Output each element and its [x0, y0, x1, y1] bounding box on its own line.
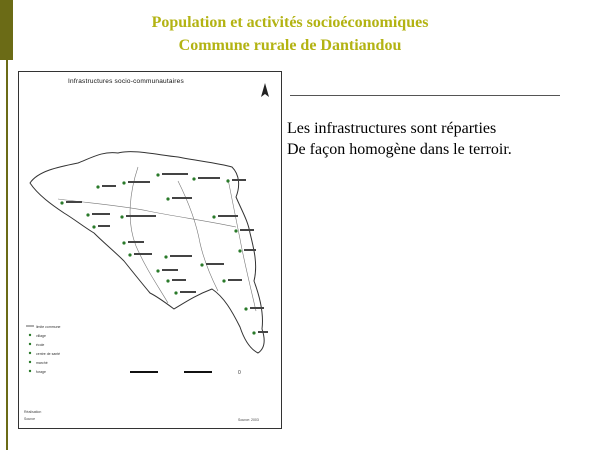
accent-line: [6, 60, 8, 450]
village-marker: [192, 177, 195, 180]
road-line: [58, 199, 236, 227]
divider-line: [290, 95, 560, 96]
legend-label: centre de santé: [36, 352, 61, 356]
village-marker: [122, 181, 125, 184]
village-marker: [212, 215, 215, 218]
slide-title-line2: Commune rurale de Dantiandou: [178, 37, 402, 54]
village-marker: [156, 173, 159, 176]
slide-title-line1: Population et activités socioéconomiques: [151, 14, 429, 31]
village-marker: [96, 185, 99, 188]
village-marker: [234, 229, 237, 232]
map-figure: [18, 71, 280, 427]
village-marker: [164, 255, 167, 258]
village-marker: [222, 279, 225, 282]
village-marker: [166, 279, 169, 282]
village-marker: [120, 215, 123, 218]
village-marker: [92, 225, 95, 228]
village-marker: [156, 269, 159, 272]
map-credit: Réalisation: [24, 410, 42, 414]
scale-label: 0: [238, 370, 241, 376]
village-marker: [122, 241, 125, 244]
slide-body: [287, 118, 587, 160]
road-line: [130, 167, 168, 303]
map-credit: Source: [24, 417, 36, 421]
legend-label: école: [36, 343, 45, 347]
village-marker: [86, 213, 89, 216]
legend-label: village: [36, 334, 46, 338]
map-legend: [26, 325, 61, 374]
village-marker: [200, 263, 203, 266]
north-arrow-icon: [261, 83, 269, 97]
map-date: Source: 2003: [238, 418, 259, 422]
village-marker: [238, 249, 241, 252]
legend-label: forage: [36, 370, 46, 374]
body-text-line2: De façon homogène dans le terroir.: [287, 141, 512, 158]
village-marker: [166, 197, 169, 200]
map-title: Infrastructures socio-communautaires: [68, 78, 184, 85]
village-marker: [174, 291, 177, 294]
scale-bar: [130, 370, 241, 376]
village-marker: [226, 179, 229, 182]
village-marker: [60, 201, 63, 204]
road-line: [228, 179, 256, 311]
body-text-line1: Les infrastructures sont réparties: [287, 120, 497, 137]
village-marker: [128, 253, 131, 256]
legend-label: limite commune: [36, 325, 61, 329]
village-marker: [252, 331, 255, 334]
village-markers: [60, 173, 268, 335]
village-marker: [244, 307, 247, 310]
legend-label: marché: [36, 361, 48, 365]
